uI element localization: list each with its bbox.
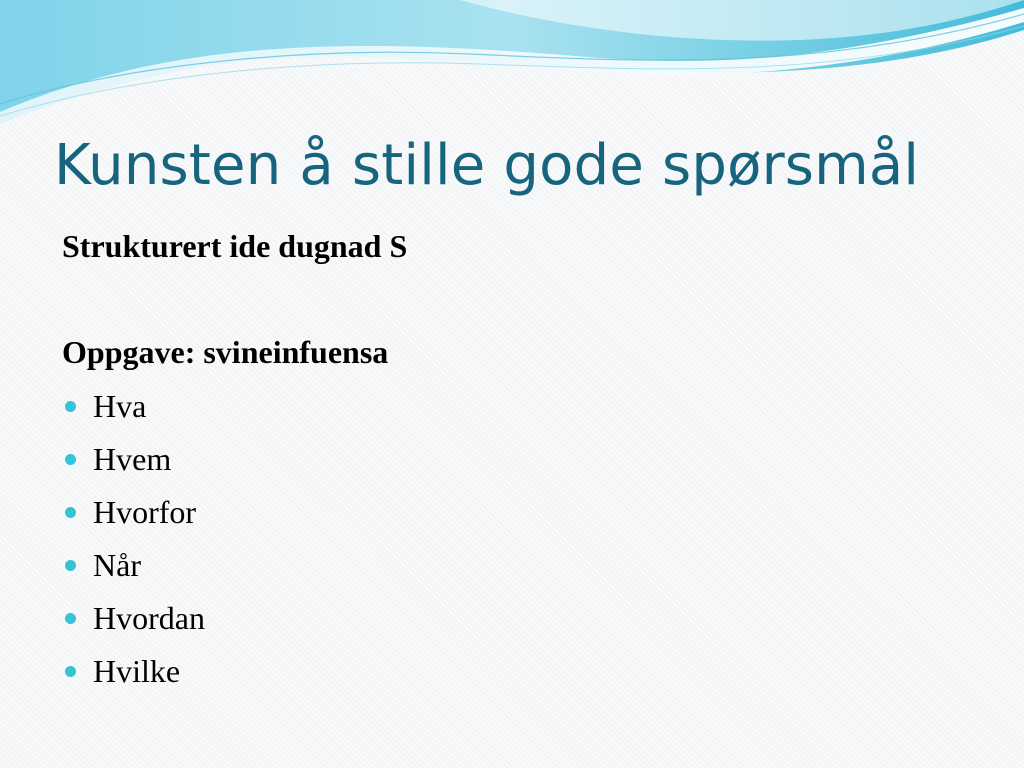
list-item <box>62 488 962 541</box>
list-item-label: Hvorfor <box>93 494 197 530</box>
question-list <box>62 382 962 700</box>
slide-content <box>62 222 962 700</box>
header-wave-decoration <box>0 0 1024 130</box>
list-item <box>62 382 962 435</box>
list-item <box>62 594 962 647</box>
list-item <box>62 435 962 488</box>
bullet-icon <box>65 401 76 412</box>
task-label: Oppgave: svineinfuensa <box>62 334 389 370</box>
subtitle-text: Strukturert ide dugnad S <box>62 228 408 264</box>
list-item-label: Hva <box>93 388 147 424</box>
content-spacer <box>62 270 962 328</box>
list-item-label: Når <box>93 547 141 583</box>
bullet-icon <box>65 613 76 624</box>
list-item-label: Hvilke <box>93 653 181 689</box>
list-item-label: Hvem <box>93 441 172 477</box>
list-item <box>62 647 962 700</box>
bullet-icon <box>65 560 76 571</box>
bullet-icon <box>65 507 76 518</box>
slide-title: Kunsten å stille gode spørsmål <box>54 133 920 198</box>
list-item-label: Hvordan <box>93 600 205 636</box>
list-item <box>62 541 962 594</box>
bullet-icon <box>65 454 76 465</box>
bullet-icon <box>65 666 76 677</box>
